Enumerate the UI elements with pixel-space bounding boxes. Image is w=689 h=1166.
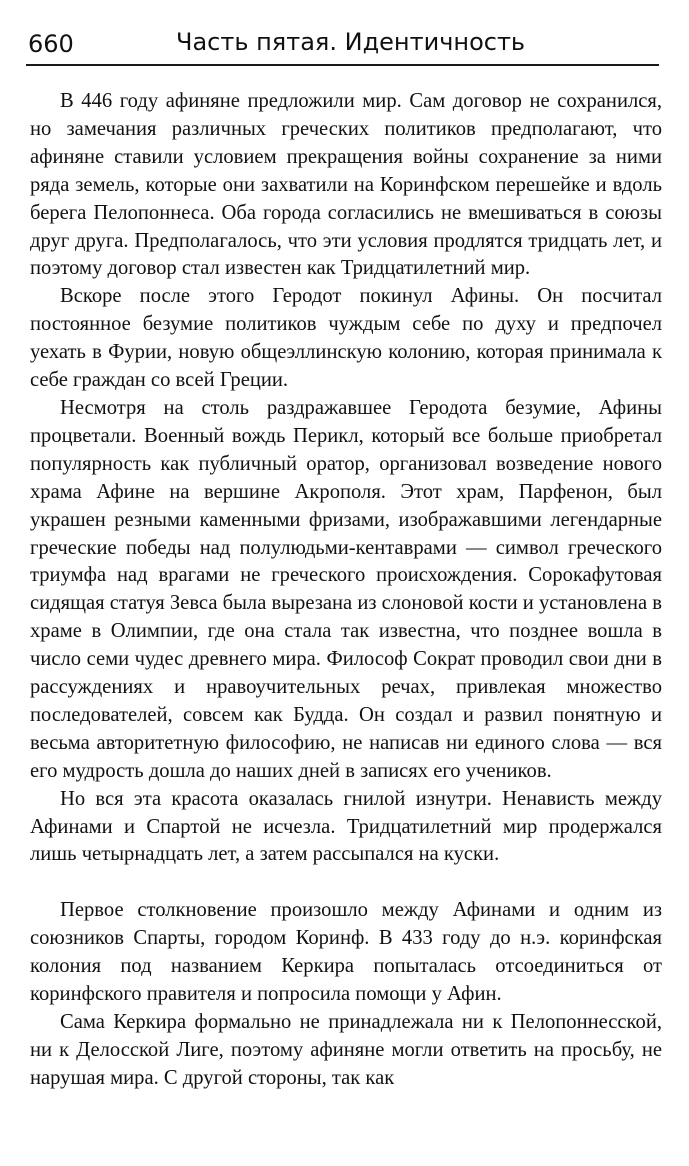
paragraph: Но вся эта красота оказалась гнилой изнутри. Ненависть между Афинами и Спартой не исчезла. Тридцатилетний мир продержался лишь четырнадцать лет, а затем рассыпался на куски. [30,787,662,866]
running-title: Часть пятая. Идентичность [176,28,526,56]
paragraph: Первое столкновение произошло между Афинами и одним из союзников Спарты, городом Коринф. В 433 году до н.э. коринфская колония под названием Керкира попыталась отсоединиться от коринфского правителя и попросила помощи у Афин. [30,899,662,1006]
body-text [30,88,662,1093]
running-header [26,24,659,66]
paragraph: Сама Керкира формально не принадлежала ни к Пелопоннесской, ни к Делосской Лиге, поэтому афиняне могли ответить на просьбу, не нарушая мира. С другой стороны, так как [30,1011,662,1089]
paragraph: В 446 году афиняне предложили мир. Сам договор не сохранился, но замечания различных греческих политиков предполагают, что афиняне ставили условием прекращения войны сохранение за ними ряда земель, которые они захватили на Коринфском перешейке и вдоль берега Пелопоннеса. Оба города согласились не вмешиваться в союзы друг друга. Предполагалось, что эти условия продлятся тридцать лет, и поэтому договор стал известен как Тридцатилетний мир. [30,90,662,280]
paragraph: Несмотря на столь раздражавшее Геродота безумие, Афины процветали. Военный вождь Перикл, который все больше приобретал популярность как публичный оратор, организовал возведение нового храма Афине на вершине Акрополя. Этот храм, Парфенон, был украшен резными каменными фризами, изображавшими легендарные греческие победы над полулюдьми-кентаврами — символ греческого триумфа над врагами не греческого происхождения. Сорокафутовая сидящая статуя Зевса была вырезана из слоновой кости и установлена в храме в Олимпии, где она стала так известна, что позднее вошла в число семи чудес древнего мира. Философ Сократ проводил свои дни в рассуждениях и нравоучительных речах, привлекая множество последователей, совсем как Будда. Он создал и развил понятную и весьма авторитетную философию, не написав ни единого слова — вся его мудрость дошла до наших дней в записях его учеников. [30,396,663,782]
paragraph: Вскоре после этого Геродот покинул Афины. Он посчитал постоянное безумие политиков чуждым себе по духу и предпочел уехать в Фурии, новую общеэллинскую колонию, которая принимала к себе граждан со всей Греции. [30,285,662,392]
page-number: 660 [28,30,74,58]
